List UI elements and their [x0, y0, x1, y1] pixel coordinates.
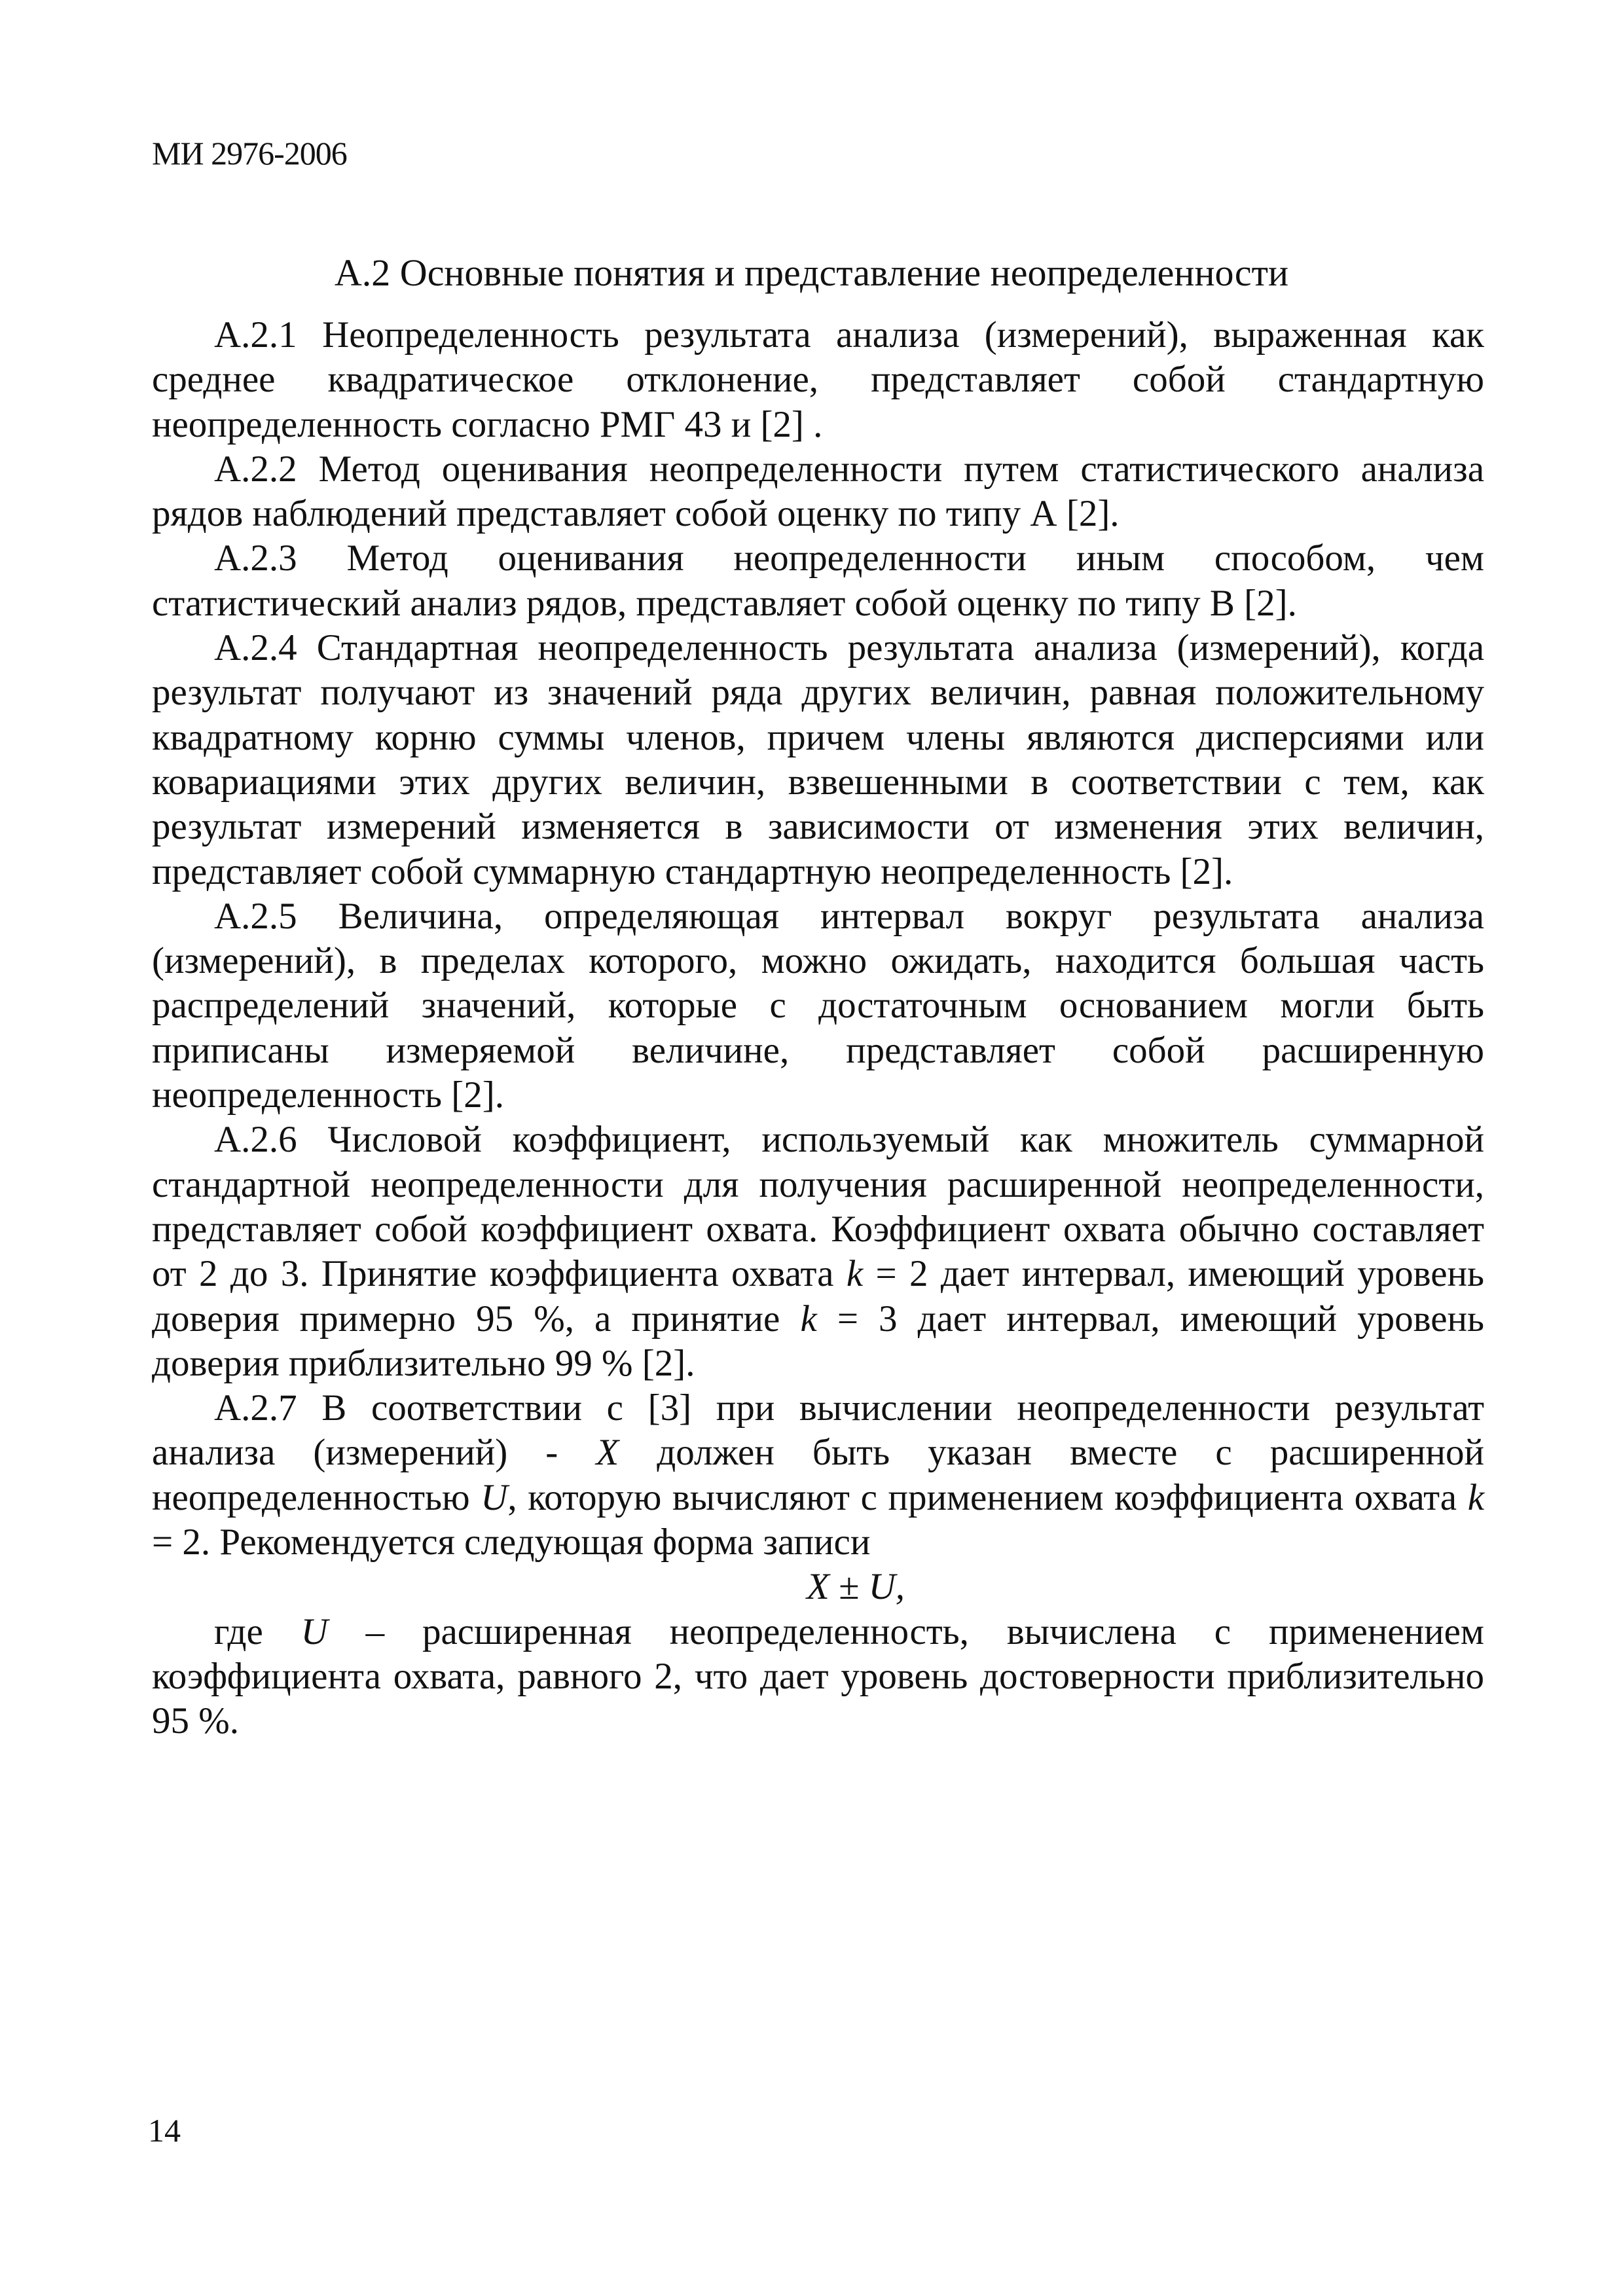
- variable-k: k: [846, 1253, 864, 1295]
- variable-k: k: [800, 1298, 817, 1339]
- paragraph-a-2-7-text-2: должен быть указан вместе с расширенной неопределенностью: [152, 1432, 1484, 1518]
- variable-x: X: [596, 1432, 619, 1474]
- paragraph-where-u: [152, 1610, 1484, 1744]
- variable-k: k: [1467, 1476, 1484, 1518]
- paragraph-a-2-6-text-1: А.2.6 Числовой коэффициент, используемый как множитель суммарной стандартной неопределенности для получения расширенной неопределенности, представляет собой коэффициент охвата. Коэффициент охвата обычно составляет от 2 до 3. Принятие коэффициента охвата: [152, 1119, 1484, 1295]
- paragraph-a-2-6-text-2: = 2 дает интервал, имеющий уровень доверия примерно 95 %, а принятие: [152, 1253, 1485, 1339]
- paragraph-where-u-text-1: где: [214, 1611, 301, 1652]
- paragraph-a-2-6-text-3: = 3 дает интервал, имеющий уровень доверия приблизительно 99 % [2].: [152, 1298, 1484, 1384]
- paragraph-a-2-7-text-1: А.2.7 В соответствии с [3] при вычислении неопределенности результат анализа (измерений) -: [152, 1387, 1484, 1474]
- document-code-header: МИ 2976-2006: [152, 135, 347, 172]
- paragraph-a-2-7-text-3: , которую вычисляют с применением коэффициента охвата: [507, 1476, 1468, 1518]
- paragraph-a-2-7-text-4: = 2. Рекомендуется следующая форма записи: [152, 1522, 871, 1563]
- formula-x-plus-minus-u: X ± U,: [806, 1566, 905, 1608]
- paragraph-a-2-4: А.2.4 Стандартная неопределенность результата анализа (измерений), когда результат получают из значений ряда других величин, равная положительному квадратному корню суммы членов, причем члены являются дисперсиями или ковариациями этих других величин, взвешенными в соответствии с тем, как результат измерений изменяется в зависимости от изменения этих величин, представляет собой суммарную стандартную неопределенность [2].: [152, 627, 1484, 892]
- variable-u: U: [481, 1476, 508, 1518]
- paragraph-a-2-3: А.2.3 Метод оценивания неопределенности иным способом, чем статистический анализ рядов, представляет собой оценку по типу В [2].: [152, 538, 1484, 624]
- page-number: 14: [148, 2112, 181, 2149]
- document-body: [152, 313, 1484, 1744]
- paragraph-where-u-text-2: – расширенная неопределенность, вычислена с применением коэффициента охвата, равного 2, что дает уровень достоверности приблизительно 95 %.: [152, 1611, 1484, 1742]
- paragraph-a-2-6: [152, 1118, 1484, 1386]
- section-title: А.2 Основные понятия и представление неопределенности: [334, 251, 1289, 294]
- paragraph-a-2-1: А.2.1 Неопределенность результата анализа (измерений), выраженная как среднее квадратическое отклонение, представляет собой стандартную неопределенность согласно РМГ 43 и [2] .: [152, 314, 1484, 445]
- paragraph-a-2-5: А.2.5 Величина, определяющая интервал вокруг результата анализа (измерений), в пределах которого, можно ожидать, находится большая часть распределений значений, которые с достаточным основанием могли быть приписаны измеряемой величине, представляет собой расширенную неопределенность [2].: [152, 895, 1484, 1116]
- paragraph-a-2-2: А.2.2 Метод оценивания неопределенности путем статистического анализа рядов наблюдений представляет собой оценку по типу А [2].: [152, 448, 1484, 535]
- variable-u: U: [301, 1611, 328, 1652]
- paragraph-a-2-7: [152, 1386, 1484, 1565]
